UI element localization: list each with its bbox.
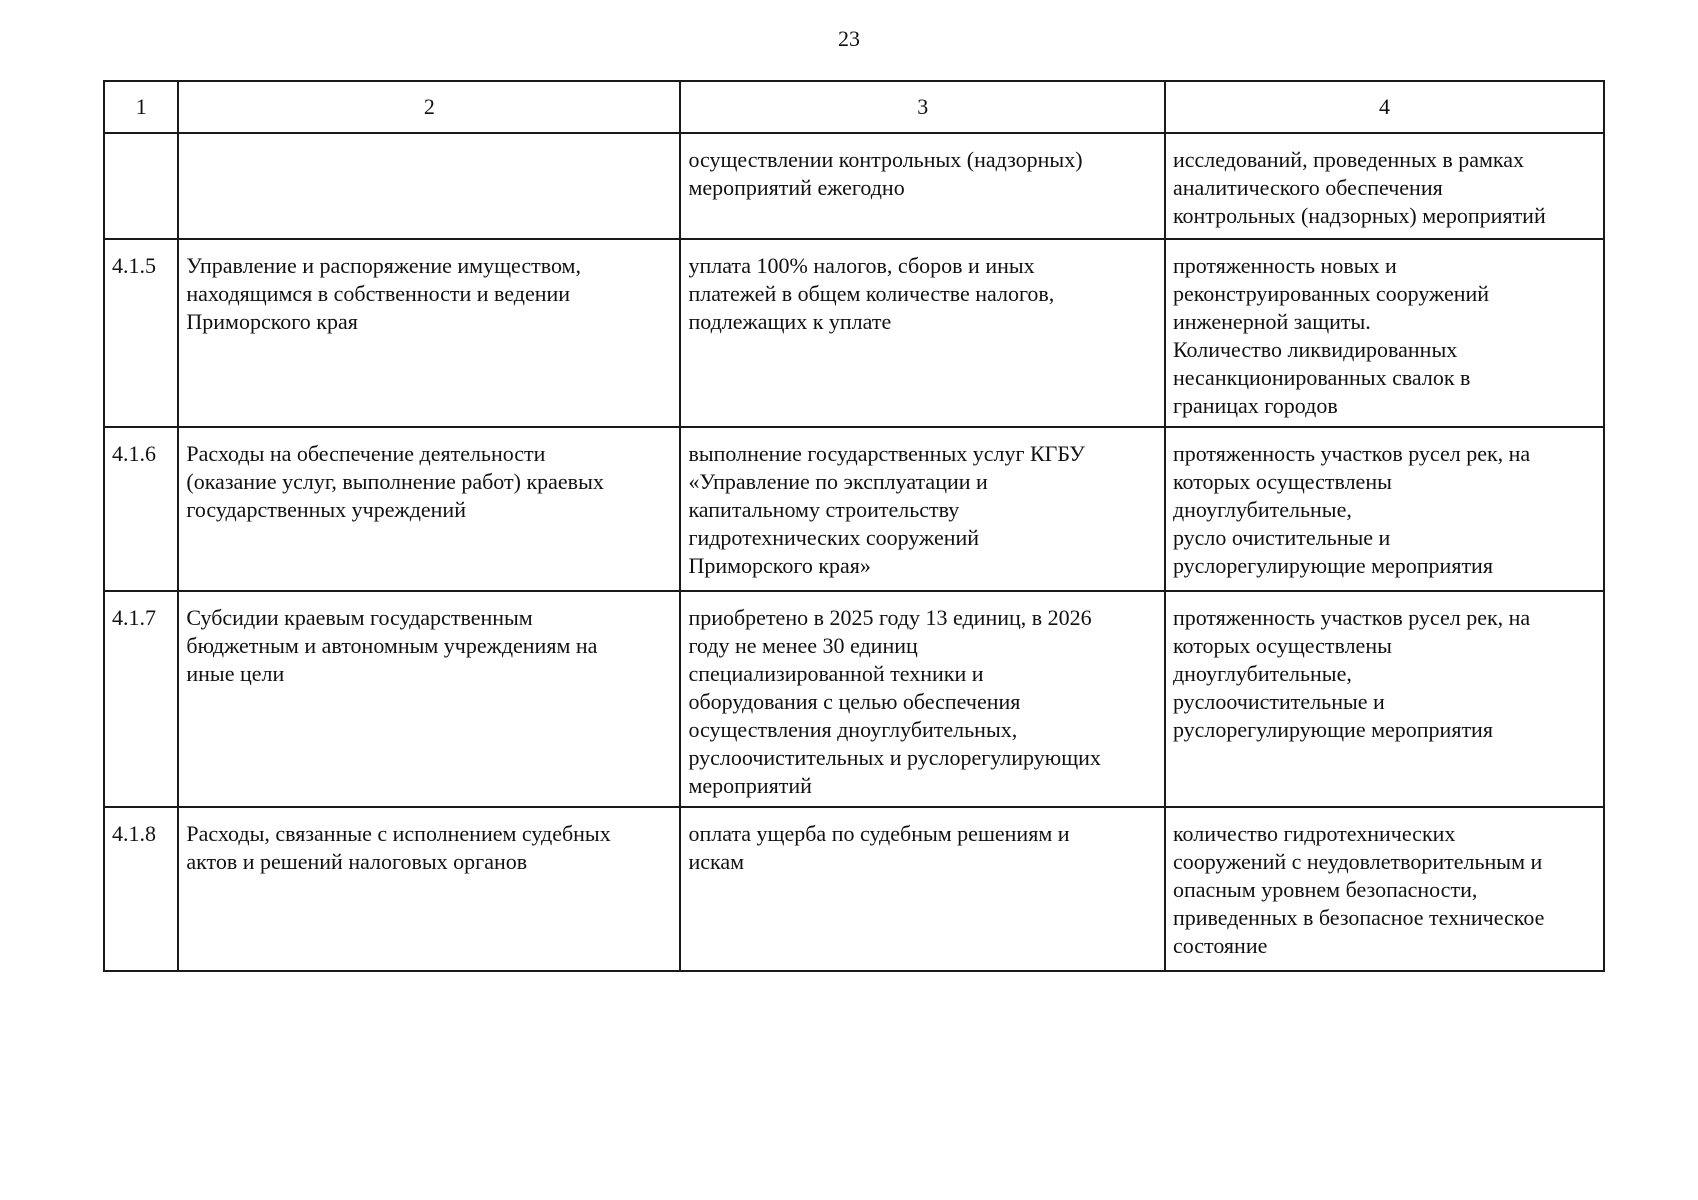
expense-item-cell [178, 807, 680, 971]
cell-text-line: Количество ликвидированных [1172, 337, 1458, 362]
cell-text-line: «Управление по эксплуатации и [688, 469, 988, 494]
cell-text-line: уплата 100% налогов, сборов и иных [688, 253, 1035, 278]
table-row [104, 427, 1604, 591]
expense-item-cell [178, 591, 680, 807]
measures-table [103, 80, 1605, 972]
cell-text-line: русло очистительные и [1172, 525, 1391, 550]
expense-item-cell [178, 133, 680, 239]
cell-text-line: году не менее 30 единиц [688, 633, 918, 658]
row-number-cell: 4.1.5 [104, 239, 178, 427]
cell-text-line: приобретено в 2025 году 13 единиц, в 2026 [688, 605, 1092, 630]
cell-text-line: капитальному строительству [688, 497, 960, 522]
cell-text-line: руслорегулирующие мероприятия [1172, 553, 1493, 578]
row-number-cell: 4.1.8 [104, 807, 178, 971]
indicator-cell [1165, 133, 1604, 239]
expense-item-cell [178, 427, 680, 591]
cell-text-line: платежей в общем количестве налогов, [688, 281, 1055, 306]
cell-text-line: количество гидротехнических [1172, 821, 1456, 846]
cell-text-line: находящимся в собственности и ведении [186, 281, 571, 306]
cell-text-line: мероприятий ежегодно [688, 175, 905, 200]
table-header [104, 81, 1604, 133]
table-row [104, 133, 1604, 239]
table-row [104, 591, 1604, 807]
row-number-cell: 4.1.6 [104, 427, 178, 591]
cell-text-line: Приморского края» [688, 553, 871, 578]
cell-text-line: Приморского края [186, 309, 358, 334]
cell-text-line: Расходы на обеспечение деятельности [186, 441, 546, 466]
expected-result-cell [680, 807, 1165, 971]
table-row [104, 239, 1604, 427]
cell-text-line: приведенных в безопасное техническое [1172, 905, 1545, 930]
expense-item-cell [178, 239, 680, 427]
cell-text-line: (оказание услуг, выполнение работ) краевых [186, 469, 604, 494]
cell-text-line: Расходы, связанные с исполнением судебных [186, 821, 611, 846]
table-row [104, 807, 1604, 971]
expected-result-cell [680, 133, 1165, 239]
cell-text-line: состояние [1172, 933, 1268, 958]
cell-text-line: оборудования с целью обеспечения [688, 689, 1021, 714]
cell-text-line: инженерной защиты. [1172, 309, 1371, 334]
cell-text-line: границах городов [1172, 393, 1338, 418]
cell-text-line: руслоочистительных и руслорегулирующих [688, 745, 1101, 770]
header-col-4: 4 [1165, 81, 1604, 133]
expected-result-cell [680, 591, 1165, 807]
cell-text-line: которых осуществлены [1172, 469, 1392, 494]
row-number-cell: 4.1.7 [104, 591, 178, 807]
cell-text-line: осуществления дноуглубительных, [688, 717, 1018, 742]
cell-text-line: мероприятий [688, 773, 812, 798]
cell-text-line: протяженность участков русел рек, на [1172, 605, 1531, 630]
table-body [104, 133, 1604, 971]
cell-text-line: дноуглубительные, [1172, 497, 1352, 522]
header-row [104, 81, 1604, 133]
cell-text-line: руслорегулирующие мероприятия [1172, 717, 1493, 742]
cell-text-line: искам [688, 849, 745, 874]
cell-text-line: исследований, проведенных в рамках [1172, 147, 1525, 172]
cell-text-line: протяженность новых и [1172, 253, 1397, 278]
page-number: 23 [838, 26, 860, 51]
indicator-cell [1165, 591, 1604, 807]
header-col-2: 2 [178, 81, 680, 133]
cell-text-line: Субсидии краевым государственным [186, 605, 533, 630]
header-col-1: 1 [104, 81, 178, 133]
cell-text-line: протяженность участков русел рек, на [1172, 441, 1531, 466]
indicator-cell [1165, 807, 1604, 971]
expected-result-cell [680, 427, 1165, 591]
cell-text-line: дноуглубительные, [1172, 661, 1352, 686]
cell-text-line: государственных учреждений [186, 497, 466, 522]
cell-text-line: подлежащих к уплате [688, 309, 892, 334]
row-number-cell [104, 133, 178, 239]
cell-text-line: выполнение государственных услуг КГБУ [688, 441, 1085, 466]
cell-text-line: контрольных (надзорных) мероприятий [1172, 203, 1546, 228]
cell-text-line: опасным уровнем безопасности, [1172, 877, 1478, 902]
cell-text-line: аналитического обеспечения [1172, 175, 1443, 200]
indicator-cell [1165, 427, 1604, 591]
expected-result-cell [680, 239, 1165, 427]
cell-text-line: актов и решений налоговых органов [186, 849, 528, 874]
cell-text-line: сооружений с неудовлетворительным и [1172, 849, 1543, 874]
cell-text-line: руслоочистительные и [1172, 689, 1385, 714]
indicator-cell [1165, 239, 1604, 427]
cell-text-line: которых осуществлены [1172, 633, 1392, 658]
cell-text-line: иные цели [186, 661, 285, 686]
cell-text-line: Управление и распоряжение имуществом, [186, 253, 581, 278]
cell-text-line: несанкционированных свалок в [1172, 365, 1471, 390]
cell-text-line: осуществлении контрольных (надзорных) [688, 147, 1083, 172]
cell-text-line: гидротехнических сооружений [688, 525, 980, 550]
header-col-3: 3 [680, 81, 1165, 133]
cell-text-line: оплата ущерба по судебным решениям и [688, 821, 1070, 846]
cell-text-line: реконструированных сооружений [1172, 281, 1490, 306]
cell-text-line: бюджетным и автономным учреждениям на [186, 633, 598, 658]
cell-text-line: специализированной техники и [688, 661, 984, 686]
